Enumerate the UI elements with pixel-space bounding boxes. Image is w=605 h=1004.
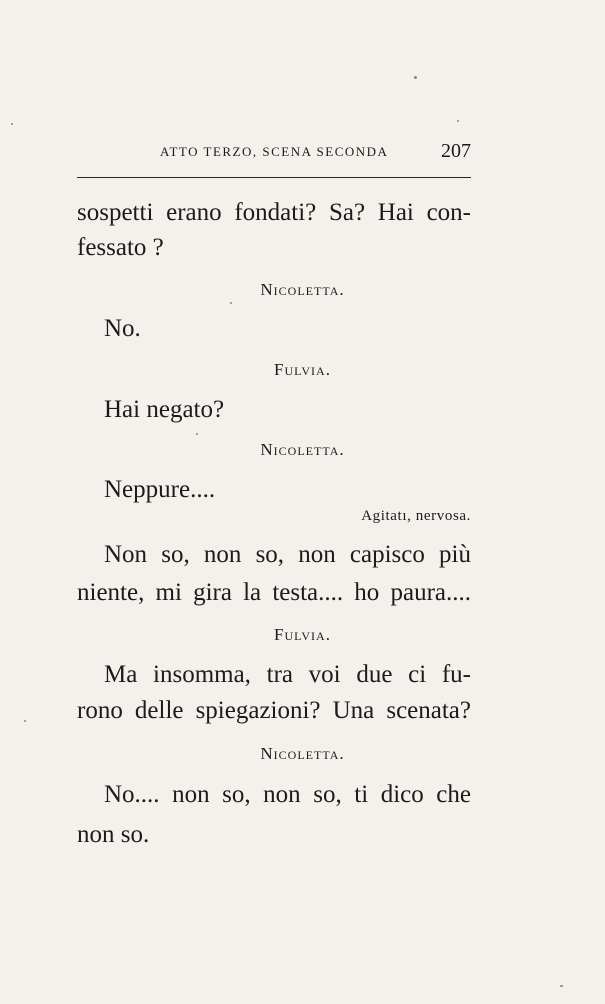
speaker-nicoletta: Nicoletta.	[260, 440, 345, 459]
text-line-2: fessato ?	[77, 234, 164, 261]
paper-speck	[457, 120, 459, 122]
speaker-nicoletta: Nicoletta.	[260, 744, 345, 763]
header-rule	[77, 177, 471, 178]
text-line-6: Non so, non so, non capisco più	[104, 541, 471, 568]
speaker-fulvia: Fulvia.	[274, 625, 331, 644]
text-line-8: Ma insomma, tra voi due ci fu-	[104, 661, 471, 688]
speaker-fulvia: Fulvia.	[274, 360, 331, 379]
page-number: 207	[441, 140, 471, 162]
text-line-5: Neppure....	[104, 476, 216, 503]
paper-speck	[560, 985, 563, 987]
text-line-7: niente, mi gira la testa.... ho paura....	[77, 579, 471, 606]
paper-speck	[11, 123, 13, 125]
stage-direction: Agitatı, nervosa.	[361, 508, 471, 524]
paper-speck	[196, 433, 198, 435]
text-line-3: No.	[104, 315, 141, 342]
running-title: ATTO TERZO, SCENA SECONDA	[160, 144, 389, 159]
text-line-9: rono delle spiegazioni? Una scenata?	[77, 697, 471, 724]
paper-speck	[24, 720, 26, 722]
paper-speck	[414, 76, 417, 79]
paper-speck	[230, 302, 232, 304]
text-line-10: No.... non so, non so, ti dico che	[104, 781, 471, 808]
text-line-11: non so.	[77, 821, 150, 848]
text-line-4: Hai negato?	[104, 396, 225, 423]
page-header	[77, 140, 471, 168]
text-line-1: sospetti erano fondati? Sa? Hai con-	[77, 199, 471, 226]
speaker-nicoletta: Nicoletta.	[260, 280, 345, 299]
